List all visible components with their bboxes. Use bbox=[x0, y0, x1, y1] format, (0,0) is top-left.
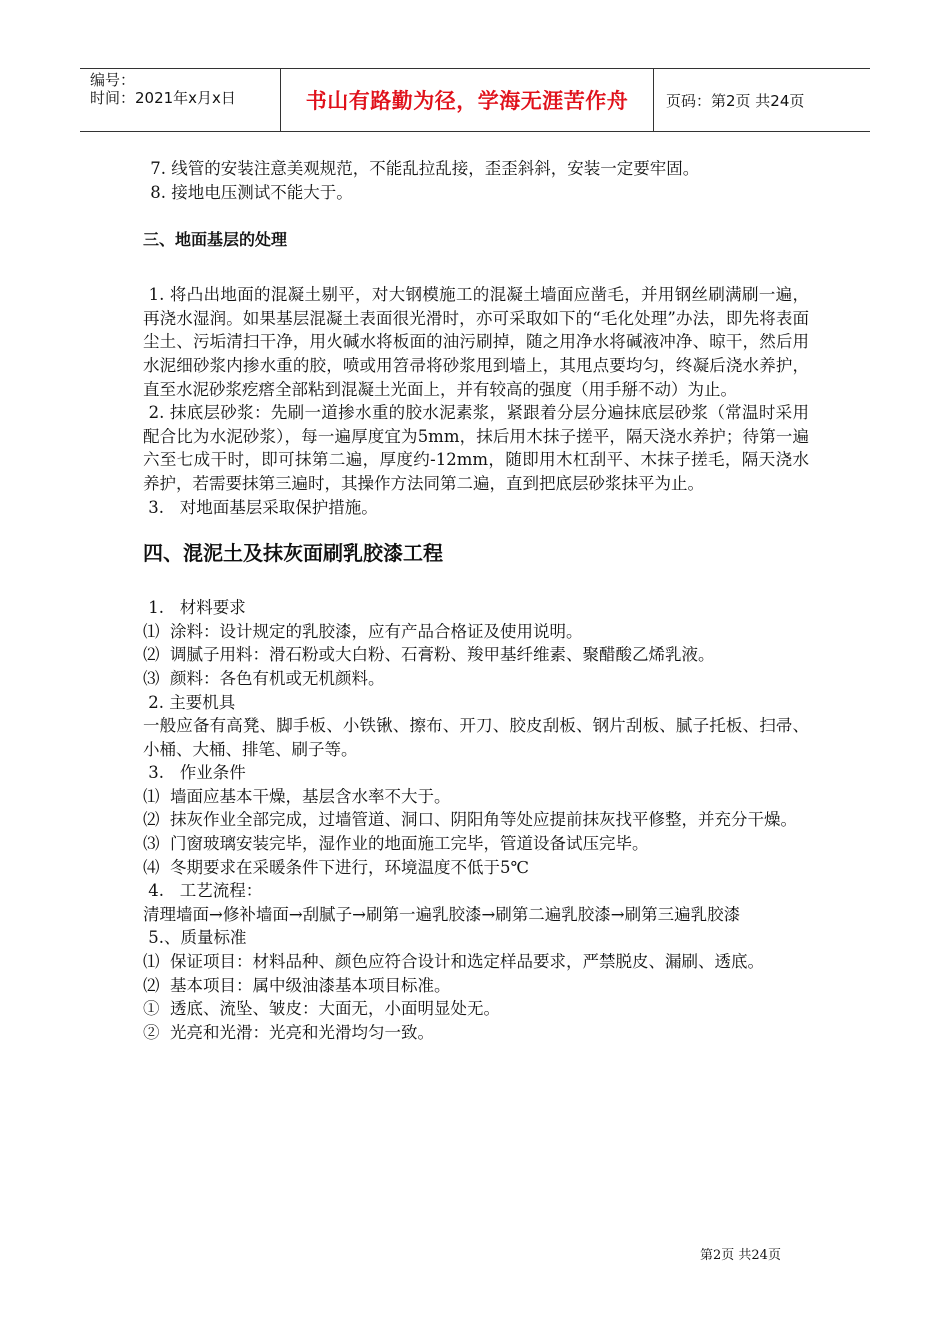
list-item: ⑵ 调腻子用料：滑石粉或大白粉、石膏粉、羧甲基纤维素、聚醋酸乙烯乳液。 bbox=[143, 645, 715, 665]
document-date-label: 时间：2021年x月x日 bbox=[90, 89, 236, 107]
paragraph-3-2: 2. 抹底层砂浆：先刷一道掺水重的胶水泥素浆，紧跟着分层分遍抹底层砂浆（常温时采用配合比为水泥砂浆），每一遍厚度宜为5mm，抹后用木抹子搓平，隔天浇水养护；待第一遍六至七成干时，即可抹第二遍，厚度约-12mm，随即用木杠刮平、木抹子搓毛，隔天浇水养护，若需要抹第三遍时，其操作方法同第二遍，直到把底层砂浆抹平为止。 bbox=[143, 403, 809, 493]
page-footer: 第2页 共24页 bbox=[700, 1248, 781, 1263]
list-item: 8. 接地电压测试不能大于。 bbox=[145, 182, 353, 202]
header-motto-cell bbox=[280, 69, 654, 131]
paragraph-3-1: 1. 将凸出地面的混凝土剔平，对大钢模施工的混凝土墙面应凿毛，并用钢丝刷满刷一遍，再浇水湿润。如果基层混凝土表面很光滑时，亦可采取如下的“毛化处理”办法，即先将表面尘土、污垢清扫干净，用火碱水将板面的油污刷掉，随之用净水将碱液冲净、晾干，然后用水泥细砂浆内掺水重的胶，喷或用笤帚将砂浆甩到墙上，其甩点要均匀，终凝后浇水养护，直至水泥砂浆疙瘩全部粘到混凝土光面上，并有较高的强度（用手掰不动）为止。 bbox=[143, 285, 809, 399]
header-page-cell bbox=[654, 69, 870, 131]
list-item: 2. 主要机具 bbox=[143, 692, 236, 712]
list-item: ① 透底、流坠、皱皮：大面无，小面明显处无。 bbox=[143, 999, 500, 1019]
list-item: 7. 线管的安装注意美观规范，不能乱拉乱接，歪歪斜斜，安装一定要牢固。 bbox=[145, 159, 700, 178]
list-item: ⑶ 颜料：各色有机或无机颜料。 bbox=[143, 668, 385, 688]
list-item: 一般应备有高凳、脚手板、小铁锹、擦布、开刀、胶皮刮板、钢片刮板、腻子托板、扫帚、小桶、大桶、排笔、刷子等。 bbox=[143, 716, 809, 759]
header-meta bbox=[80, 69, 280, 131]
list-item: ⑴ 墙面应基本干燥，基层含水率不大于。 bbox=[143, 786, 451, 806]
list-item: ⑵ 抹灰作业全部完成，过墙管道、洞口、阴阳角等处应提前抹灰找平修整，并充分干燥。 bbox=[143, 810, 797, 830]
list-item: 4. 工艺流程： bbox=[143, 881, 263, 901]
document-number-label: 编号： bbox=[90, 71, 136, 89]
list-item: ② 光亮和光滑：光亮和光滑均匀一致。 bbox=[143, 1022, 434, 1042]
section-heading-4: 四、混泥土及抹灰面刷乳胶漆工程 bbox=[143, 541, 443, 566]
list-item: ⑷ 冬期要求在采暖条件下进行，环境温度不低于5℃ bbox=[143, 857, 529, 877]
list-item: 5.、质量标准 bbox=[143, 928, 247, 948]
header-motto: 书山有路勤为径，学海无涯苦作舟 bbox=[305, 89, 629, 113]
list-item: ⑴ 涂料：设计规定的乳胶漆，应有产品合格证及使用说明。 bbox=[143, 621, 583, 641]
list-item: 1. 材料要求 bbox=[143, 598, 246, 618]
list-item: ⑴ 保证项目：材料品种、颜色应符合设计和选定样品要求，严禁脱皮、漏刷、透底。 bbox=[143, 952, 764, 972]
document-body bbox=[143, 157, 809, 1044]
section-heading-3: 三、地面基层的处理 bbox=[143, 230, 288, 250]
header-page-number: 页码：第2页 共24页 bbox=[666, 91, 805, 110]
list-item: ⑵ 基本项目：属中级油漆基本项目标准。 bbox=[143, 975, 451, 995]
list-item: 清理墙面→修补墙面→刮腻子→刷第一遍乳胶漆→刷第二遍乳胶漆→刷第三遍乳胶漆 bbox=[143, 904, 741, 924]
page-header bbox=[80, 68, 870, 132]
paragraph-3-3: 3. 对地面基层采取保护措施。 bbox=[143, 497, 378, 517]
list-item: 3. 作业条件 bbox=[143, 763, 246, 783]
section-4-body bbox=[143, 596, 809, 1044]
list-item: ⑶ 门窗玻璃安装完毕，湿作业的地面施工完毕，管道设备试压完毕。 bbox=[143, 834, 649, 854]
